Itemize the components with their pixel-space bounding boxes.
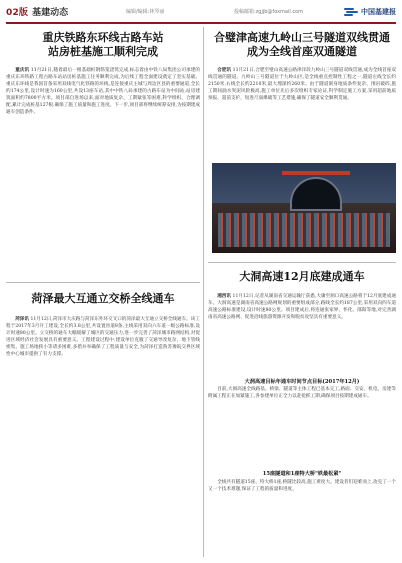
article-text: 11月12日,菏泽市大庆路与菏泽东外环交叉口的菏泽最大互通立交桥全线通车。该工程于2017年3月开工建设,全长约3.8公里,共设置匝道8条,主线采用双向六车道一级公路标准,设计时速80公里。立交桥的通车大幅缓解了城区的交通压力,进一步完善了菏泽城市路网结构,对促进区域经济社会发展具有重要意义。工程建设过程中,建设单位克服了交通导改复杂、地下管线密集、施工场地狭小等诸多困难,多措并举确保了工程质量与安全,为菏泽打造鲁苏豫皖交界区域性中心城市提供了有力支撑。 [6, 317, 200, 357]
right-bottom-headline: 大洞高速12月底建成通车 [239, 270, 365, 283]
right-top-body [208, 67, 396, 159]
dateline: 湘西讯 [217, 294, 232, 299]
headline-line-1: 合璧津高速九岭山三号隧道双线贯通 [214, 31, 390, 44]
dateline: 菏泽讯 [15, 317, 29, 322]
right-bottom-body-3 [208, 479, 396, 557]
article-text: 目前,大洞高速全线路基、桥梁、隧道等主体工程已基本完工,路面、交安、机电、房建等附属工程正在加紧施工,各参建单位正全力以赴抢抓工期,确保项目按期建成通车。 [208, 387, 396, 399]
left-article-divider [6, 282, 200, 283]
page-number: 02版 [6, 8, 29, 18]
section-title: 基建动态 [32, 8, 69, 18]
article-text: 11月21日,合肥至璧山高速公路津洋段九岭山三号隧道双线贯通,成为全线首座双线贯通的隧道。九岭山三号隧道位于九岭山区,是全线重点控制性工程之一,隧道左线全长约2150米,右线全长约2210米,最大埋深约260米。由于隧道洞身地质条件复杂、围岩破碎,施工期间涌水突泥风险极高,施工单位先后多次组织专家论证,科学制定施工方案,采用超前地质预报、超前支护、短进尺弱爆破等工艺措施,确保了隧道安全顺利贯通。 [208, 68, 396, 101]
left-bottom-body [6, 316, 200, 556]
right-bottom-subhead-2: 15座隧道和1座特大桥"铁最松紧" [262, 471, 342, 477]
right-bottom-body-2 [208, 386, 396, 460]
right-bottom-subhead-1: 大洞高速目标年通车时间节点目标(2017年12月) [244, 379, 360, 385]
brand-name: 中国基建报 [361, 7, 396, 16]
article-text: 11月21日,随着最后一根基础桩钢筋笼浇筑完成,标志着由中铁八局集团公司承建的重庆东环铁路工程古路车站站房桩基施工任务顺利完成,为后续工程全面建设奠定了坚实基础。重庆东环线是我国首条采用双线电气化铁路的环线,是连接重庆主城与周边区县的重要通道,全长约174公里,设计时速为160公里,共设13座车站,其中中铁八局承建的古路车站为中间站,站房建筑面积约7800平方米。项目部自进场以来,面对地质复杂、工期紧张等困难,科学组织、合理调配,累计完成桩基127根,确保了施工质量和施工进度。下一步,项目部将继续统筹安排,为按期建成通车创造条件。 [6, 68, 200, 115]
left-top-body [6, 67, 200, 279]
tunnel-ceremony-photo [212, 163, 396, 253]
dateline: 重庆讯 [15, 68, 30, 73]
left-top-headline [6, 31, 200, 59]
header-rule [6, 22, 396, 24]
article-text: 全线共有隧道15座、特大桥1座,桥隧比较高,施工难度大。建设者们迎难而上,攻克了一个又一个技术难题,保证了工程的质量和进度。 [208, 480, 396, 492]
dateline: 合肥讯 [217, 68, 232, 73]
masthead [6, 3, 396, 20]
right-article-divider [208, 262, 396, 263]
headline-line-2: 站房桩基施工顺利完成 [48, 45, 158, 58]
left-bottom-headline: 菏泽最大互通立交桥全线通车 [31, 292, 175, 305]
submission-email: 投稿邮箱:zgjjb@foxmail.com [234, 9, 304, 15]
article-text: 11月12日,记者从湖南省交通运输厅获悉,大庸至洞口高速公路将于12月底建成通车。大洞高速是湖南省高速公路网规划的重要组成部分,路线全长约187公里,采用双向四车道高速公路标准建设,设计时速80公里。项目建成后,将连通张家界、怀化、邵阳等地,对完善湖南省高速公路网、促进沿线旅游资源开发和脱贫攻坚具有重要意义。 [208, 294, 396, 320]
crowd [218, 213, 390, 247]
headline-line-1: 重庆铁路东环线古路车站 [42, 31, 164, 44]
brand-logo-icon [344, 7, 358, 17]
right-bottom-body [208, 293, 396, 351]
editor-credit: 编辑/编辑:林琴丽 [126, 9, 165, 15]
column-divider [203, 27, 204, 557]
brand [344, 7, 396, 17]
right-top-headline [208, 31, 396, 59]
headline-line-2: 成为全线首座双通隧道 [247, 45, 357, 58]
red-banner [282, 171, 350, 175]
